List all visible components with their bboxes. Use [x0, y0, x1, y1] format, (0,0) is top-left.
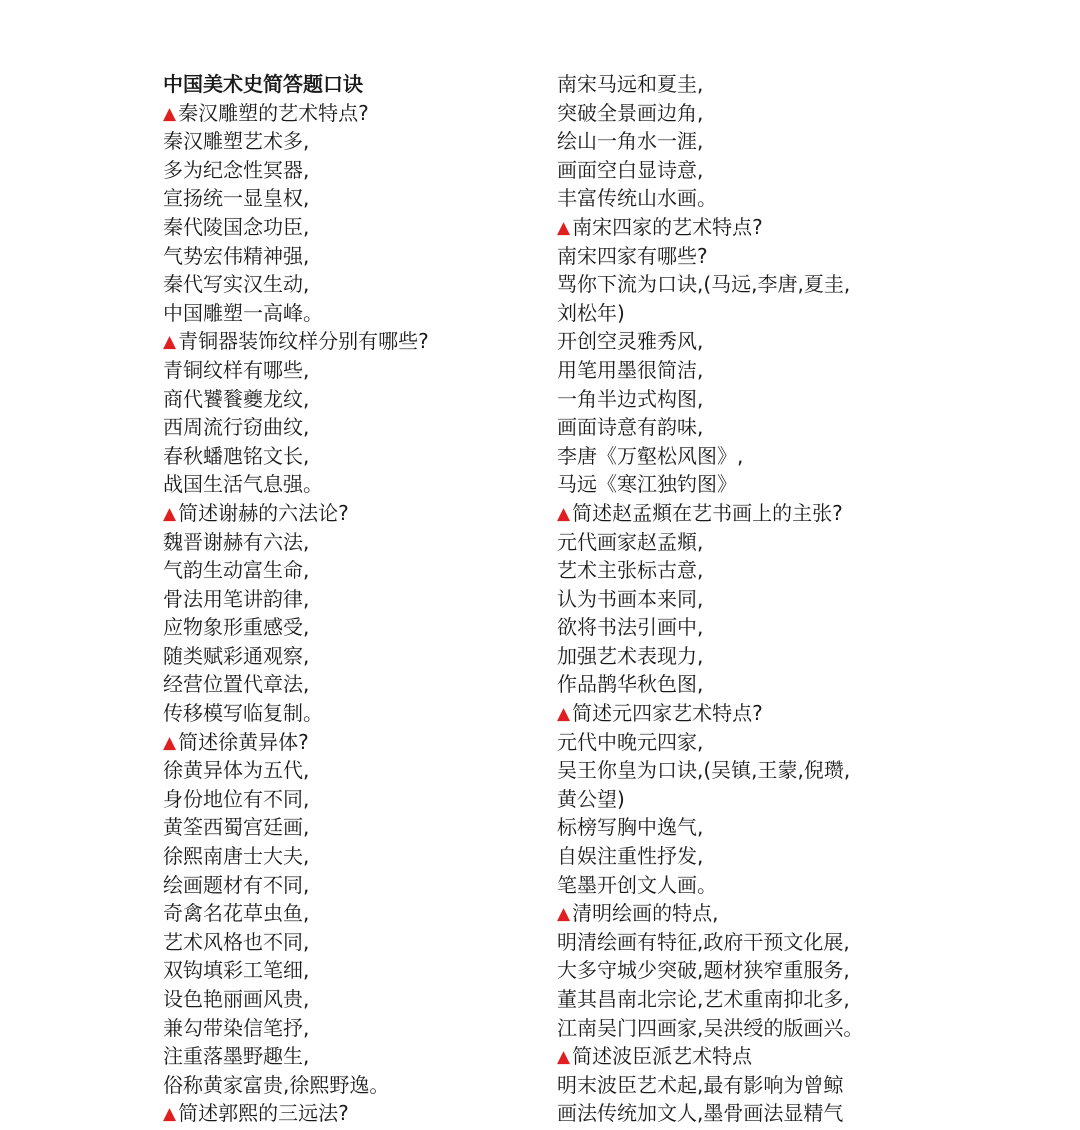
document-title [163, 70, 553, 99]
text-line [163, 756, 553, 785]
text-line [557, 442, 957, 471]
text-line [557, 528, 957, 557]
question-heading [163, 1099, 553, 1128]
text-line [557, 1099, 957, 1128]
text-line [163, 899, 553, 928]
line-text: 春秋蟠虺铭文长, [163, 443, 310, 468]
text-line [557, 242, 957, 271]
line-text: 秦代陵国念功臣, [163, 214, 310, 239]
text-line [557, 613, 957, 642]
line-text: 气势宏伟精神强, [163, 243, 310, 268]
text-line [163, 385, 553, 414]
line-text: 气韵生动富生命, [163, 558, 310, 583]
line-text: 绘山一角水一涯, [557, 129, 704, 154]
line-text: 秦汉雕塑艺术多, [163, 129, 310, 154]
line-text: 标榜写胸中逸气, [557, 815, 704, 840]
line-text: 秦汉雕塑的艺术特点? [178, 100, 369, 125]
line-text: 认为书画本来同, [557, 586, 704, 611]
question-heading [557, 213, 957, 242]
text-line [557, 299, 957, 328]
question-heading [557, 1042, 957, 1071]
line-text: 经营位置代章法, [163, 672, 310, 697]
line-text: 简述元四家艺术特点? [572, 701, 763, 726]
line-text: 自娱注重性抒发, [557, 844, 704, 869]
line-text: 战国生活气息强。 [163, 472, 323, 497]
line-text: 俗称黄家富贵,徐熙野逸。 [163, 1072, 390, 1097]
line-text: 简述徐黄异体? [178, 729, 309, 754]
text-line [163, 785, 553, 814]
line-text: 徐黄异体为五代, [163, 758, 310, 783]
text-line [557, 413, 957, 442]
line-text: 黄公望) [557, 786, 625, 811]
text-line [557, 842, 957, 871]
line-text: 明清绘画有特征,政府干预文化展, [557, 929, 850, 954]
red-triangle-icon: ▲ [163, 103, 177, 124]
question-heading [557, 699, 957, 728]
question-heading [163, 327, 553, 356]
line-text: 简述谢赫的六法论? [178, 500, 349, 525]
line-text: 丰富传统山水画。 [557, 186, 717, 211]
text-line [557, 270, 957, 299]
red-triangle-icon: ▲ [557, 1047, 571, 1068]
text-line [163, 213, 553, 242]
line-text: 宣扬统一显皇权, [163, 186, 310, 211]
line-text: 南宋四家的艺术特点? [572, 214, 763, 239]
red-triangle-icon: ▲ [557, 217, 571, 238]
text-line [163, 442, 553, 471]
line-text: 随类赋彩通观察, [163, 643, 310, 668]
line-text: 青铜纹样有哪些, [163, 357, 310, 382]
red-triangle-icon: ▲ [557, 904, 571, 925]
text-line [557, 127, 957, 156]
line-text: 突破全景画边角, [557, 100, 704, 125]
text-line [163, 613, 553, 642]
text-line [163, 356, 553, 385]
text-line [163, 842, 553, 871]
text-line [557, 585, 957, 614]
line-text: 简述郭熙的三远法? [178, 1101, 349, 1126]
text-line [557, 356, 957, 385]
line-text: 开创空灵雅秀风, [557, 329, 704, 354]
text-line [557, 70, 957, 99]
line-text: 西周流行窃曲纹, [163, 415, 310, 440]
line-text: 简述赵孟頫在艺书画上的主张? [572, 500, 843, 525]
line-text: 注重落墨野趣生, [163, 1044, 310, 1069]
text-line [163, 956, 553, 985]
line-text: 一角半边式构图, [557, 386, 704, 411]
line-text: 多为纪念性冥器, [163, 157, 310, 182]
question-heading [163, 99, 553, 128]
text-line [163, 985, 553, 1014]
question-heading [557, 899, 957, 928]
line-text: 吴王你皇为口诀,(吴镇,王蒙,倪瓒, [557, 758, 851, 783]
text-line [163, 470, 553, 499]
text-line [163, 270, 553, 299]
line-text: 南宋四家有哪些? [557, 243, 708, 268]
red-triangle-icon: ▲ [163, 732, 177, 753]
line-text: 江南吴门四画家,吴洪绶的版画兴。 [557, 1015, 864, 1040]
text-line [163, 585, 553, 614]
text-line [163, 127, 553, 156]
red-triangle-icon: ▲ [163, 332, 177, 353]
text-line [557, 156, 957, 185]
text-line [557, 385, 957, 414]
line-text: 作品鹊华秋色图, [557, 672, 704, 697]
text-line [557, 1014, 957, 1043]
text-line [163, 871, 553, 900]
line-text: 用笔用墨很简洁, [557, 357, 704, 382]
line-text: 中国美术史简答题口诀 [163, 72, 363, 96]
line-text: 清明绘画的特点, [572, 901, 719, 926]
text-line [163, 1071, 553, 1100]
line-text: 双钩填彩工笔细, [163, 958, 310, 983]
line-text: 南宋马远和夏圭, [557, 72, 704, 96]
line-text: 元代中晚元四家, [557, 729, 704, 754]
left-column [163, 70, 553, 1128]
line-text: 黄筌西蜀宫廷画, [163, 815, 310, 840]
text-line [163, 699, 553, 728]
line-text: 徐熙南唐士大夫, [163, 844, 310, 869]
question-heading [163, 499, 553, 528]
line-text: 李唐《万壑松风图》, [557, 443, 744, 468]
text-line [163, 299, 553, 328]
line-text: 骂你下流为口诀,(马远,李唐,夏圭, [557, 272, 851, 297]
line-text: 传移模写临复制。 [163, 701, 323, 726]
text-line [557, 956, 957, 985]
line-text: 明末波臣艺术起,最有影响为曾鲸 [557, 1072, 844, 1097]
line-text: 画法传统加文人,墨骨画法显精气 [557, 1101, 844, 1126]
line-text: 绘画题材有不同, [163, 872, 310, 897]
text-line [557, 556, 957, 585]
line-text: 艺术主张标古意, [557, 558, 704, 583]
text-line [557, 928, 957, 957]
red-triangle-icon: ▲ [557, 503, 571, 524]
line-text: 秦代写实汉生动, [163, 272, 310, 297]
text-line [163, 1014, 553, 1043]
text-line [163, 928, 553, 957]
line-text: 兼勾带染信笔抒, [163, 1015, 310, 1040]
line-text: 商代饕餮夔龙纹, [163, 386, 310, 411]
line-text: 设色艳丽画风贵, [163, 987, 310, 1011]
text-line [557, 327, 957, 356]
text-line [557, 871, 957, 900]
line-text: 画面空白显诗意, [557, 157, 704, 182]
line-text: 马远《寒江独钓图》 [557, 472, 737, 497]
text-line [557, 184, 957, 213]
text-line [557, 756, 957, 785]
line-text: 应物象形重感受, [163, 615, 310, 640]
line-text: 画面诗意有韵味, [557, 415, 704, 440]
line-text: 笔墨开创文人画。 [557, 872, 717, 897]
red-triangle-icon: ▲ [163, 1104, 177, 1125]
text-line [163, 670, 553, 699]
line-text: 大多守城少突破,题材狭窄重服务, [557, 958, 850, 983]
text-line [163, 1042, 553, 1071]
line-text: 奇禽名花草虫鱼, [163, 901, 310, 926]
line-text: 中国雕塑一高峰。 [163, 300, 323, 325]
line-text: 简述波臣派艺术特点 [572, 1044, 753, 1069]
text-line [557, 1071, 957, 1100]
line-text: 欲将书法引画中, [557, 615, 704, 640]
line-text: 艺术风格也不同, [163, 929, 310, 954]
text-line [557, 642, 957, 671]
text-line [557, 785, 957, 814]
red-triangle-icon: ▲ [557, 704, 571, 725]
line-text: 青铜器装饰纹样分别有哪些? [178, 329, 429, 354]
text-line [163, 242, 553, 271]
line-text: 魏晋谢赫有六法, [163, 529, 310, 554]
line-text: 刘松年) [557, 300, 625, 325]
text-line [557, 670, 957, 699]
text-line [163, 528, 553, 557]
line-text: 骨法用笔讲韵律, [163, 586, 310, 611]
line-text: 元代画家赵孟頫, [557, 529, 704, 554]
text-line [557, 728, 957, 757]
text-line [163, 642, 553, 671]
text-line [557, 985, 957, 1014]
text-line [163, 184, 553, 213]
text-line [163, 413, 553, 442]
question-heading [163, 728, 553, 757]
right-column [557, 70, 957, 1128]
line-text: 加强艺术表现力, [557, 643, 704, 668]
text-line [557, 813, 957, 842]
text-line [163, 156, 553, 185]
text-line [557, 99, 957, 128]
question-heading [557, 499, 957, 528]
text-line [557, 470, 957, 499]
text-line [163, 556, 553, 585]
line-text: 董其昌南北宗论,艺术重南抑北多, [557, 987, 850, 1011]
red-triangle-icon: ▲ [163, 503, 177, 524]
line-text: 身份地位有不同, [163, 786, 310, 811]
text-line [163, 813, 553, 842]
